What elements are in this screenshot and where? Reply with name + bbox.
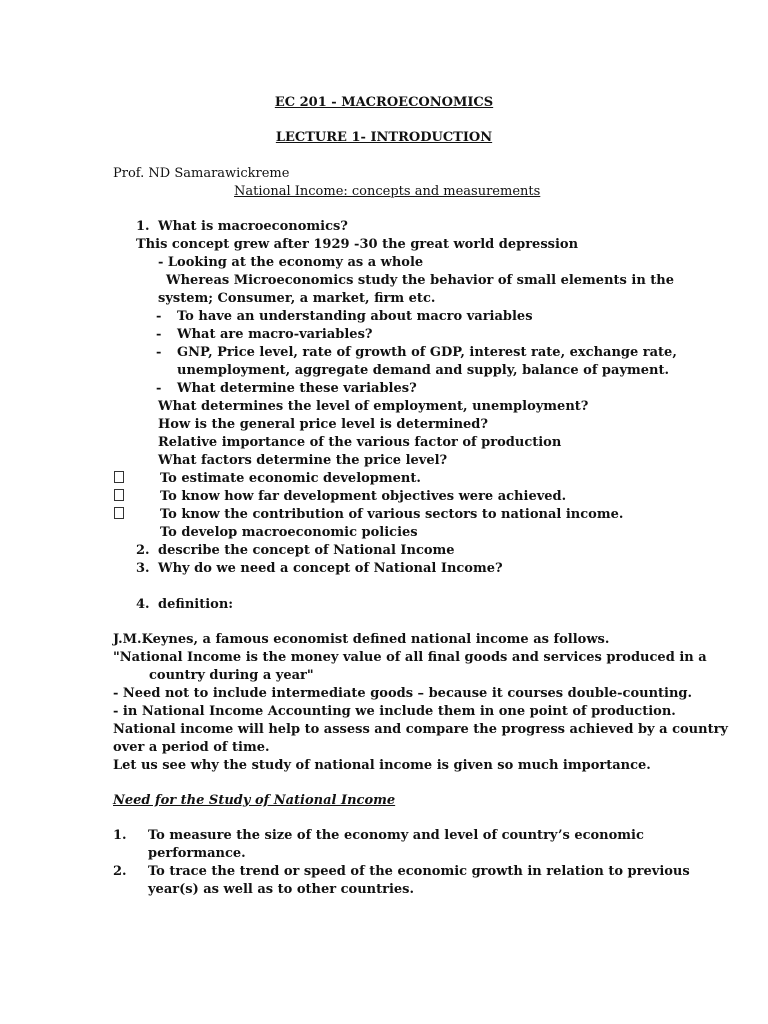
develop-line: To develop macroeconomic policies [160,525,418,540]
need-item-1-number: 1. [113,828,127,843]
checkbox-icon [114,506,124,524]
intermediate-goods-line: - Need not to include intermediate goods – because it courses double-counting. [113,686,693,701]
course-title: EC 201 - MACROECONOMICS [274,95,494,110]
plain-line-2: How is the general price level is determined? [158,417,489,432]
plain-line-4: What factors determine the price level? [158,453,448,468]
q1-number: 1. [136,219,150,234]
checkbox-icon [114,488,124,506]
importance-line: Let us see why the study of national income is given so much importance. [113,758,651,773]
q2-text: describe the concept of National Income [158,543,455,558]
q3-number: 3. [136,561,150,576]
dash-marker: - [156,327,162,342]
lecture-title: LECTURE 1- INTRODUCTION [275,130,493,145]
box-item-1: To estimate economic development. [160,471,421,486]
dash-marker: - [156,309,162,324]
dash-marker: - [156,381,162,396]
q3-text: Why do we need a concept of National Income? [158,561,503,576]
need-item-2-line-2: year(s) as well as to other countries. [148,882,415,897]
system-line: system; Consumer, a market, firm etc. [158,291,436,306]
q2-number: 2. [136,543,150,558]
plain-line-1: What determines the level of employment, unemployment? [158,399,589,414]
need-item-2-number: 2. [113,864,127,879]
quote-line-2: country during a year" [149,668,314,683]
quote-line-1: "National Income is the money value of all final goods and services produced in a [113,650,707,665]
assess-line-2: over a period of time. [113,740,270,755]
need-item-2-line-1: To trace the trend or speed of the economic growth in relation to previous [148,864,690,879]
assess-line-1: National income will help to assess and compare the progress achieved by a country [113,722,728,737]
dash-item-3-cont: unemployment, aggregate demand and supply, balance of payment. [177,363,670,378]
q4-number: 4. [136,597,150,612]
whole-economy-line: - Looking at the economy as a whole [158,255,424,270]
need-item-1-line-1: To measure the size of the economy and level of country’s economic [148,828,644,843]
topic-title: National Income: concepts and measurements [234,184,541,199]
keynes-line: J.M.Keynes, a famous economist defined national income as follows. [113,632,610,647]
need-heading: Need for the Study of National Income [113,793,396,808]
dash-item-4: What determine these variables? [177,381,417,396]
box-item-2: To know how far development objectives were achieved. [160,489,567,504]
q4-text: definition: [158,597,234,612]
professor-name: Prof. ND Samarawickreme [113,166,290,181]
dash-item-3: GNP, Price level, rate of growth of GDP, interest rate, exchange rate, [177,345,677,360]
checkbox-icon [114,470,124,488]
q1-text: What is macroeconomics? [158,219,348,234]
need-item-1-line-2: performance. [148,846,246,861]
dash-marker: - [156,345,162,360]
box-item-3: To know the contribution of various sectors to national income. [160,507,624,522]
plain-line-3: Relative importance of the various factor of production [158,435,562,450]
accounting-line: - in National Income Accounting we include them in one point of production. [113,704,676,719]
microeconomics-line: Whereas Microeconomics study the behavior of small elements in the [166,273,675,288]
depression-line: This concept grew after 1929 -30 the great world depression [136,237,579,252]
dash-item-2: What are macro-variables? [177,327,373,342]
dash-item-1: To have an understanding about macro variables [177,309,533,324]
